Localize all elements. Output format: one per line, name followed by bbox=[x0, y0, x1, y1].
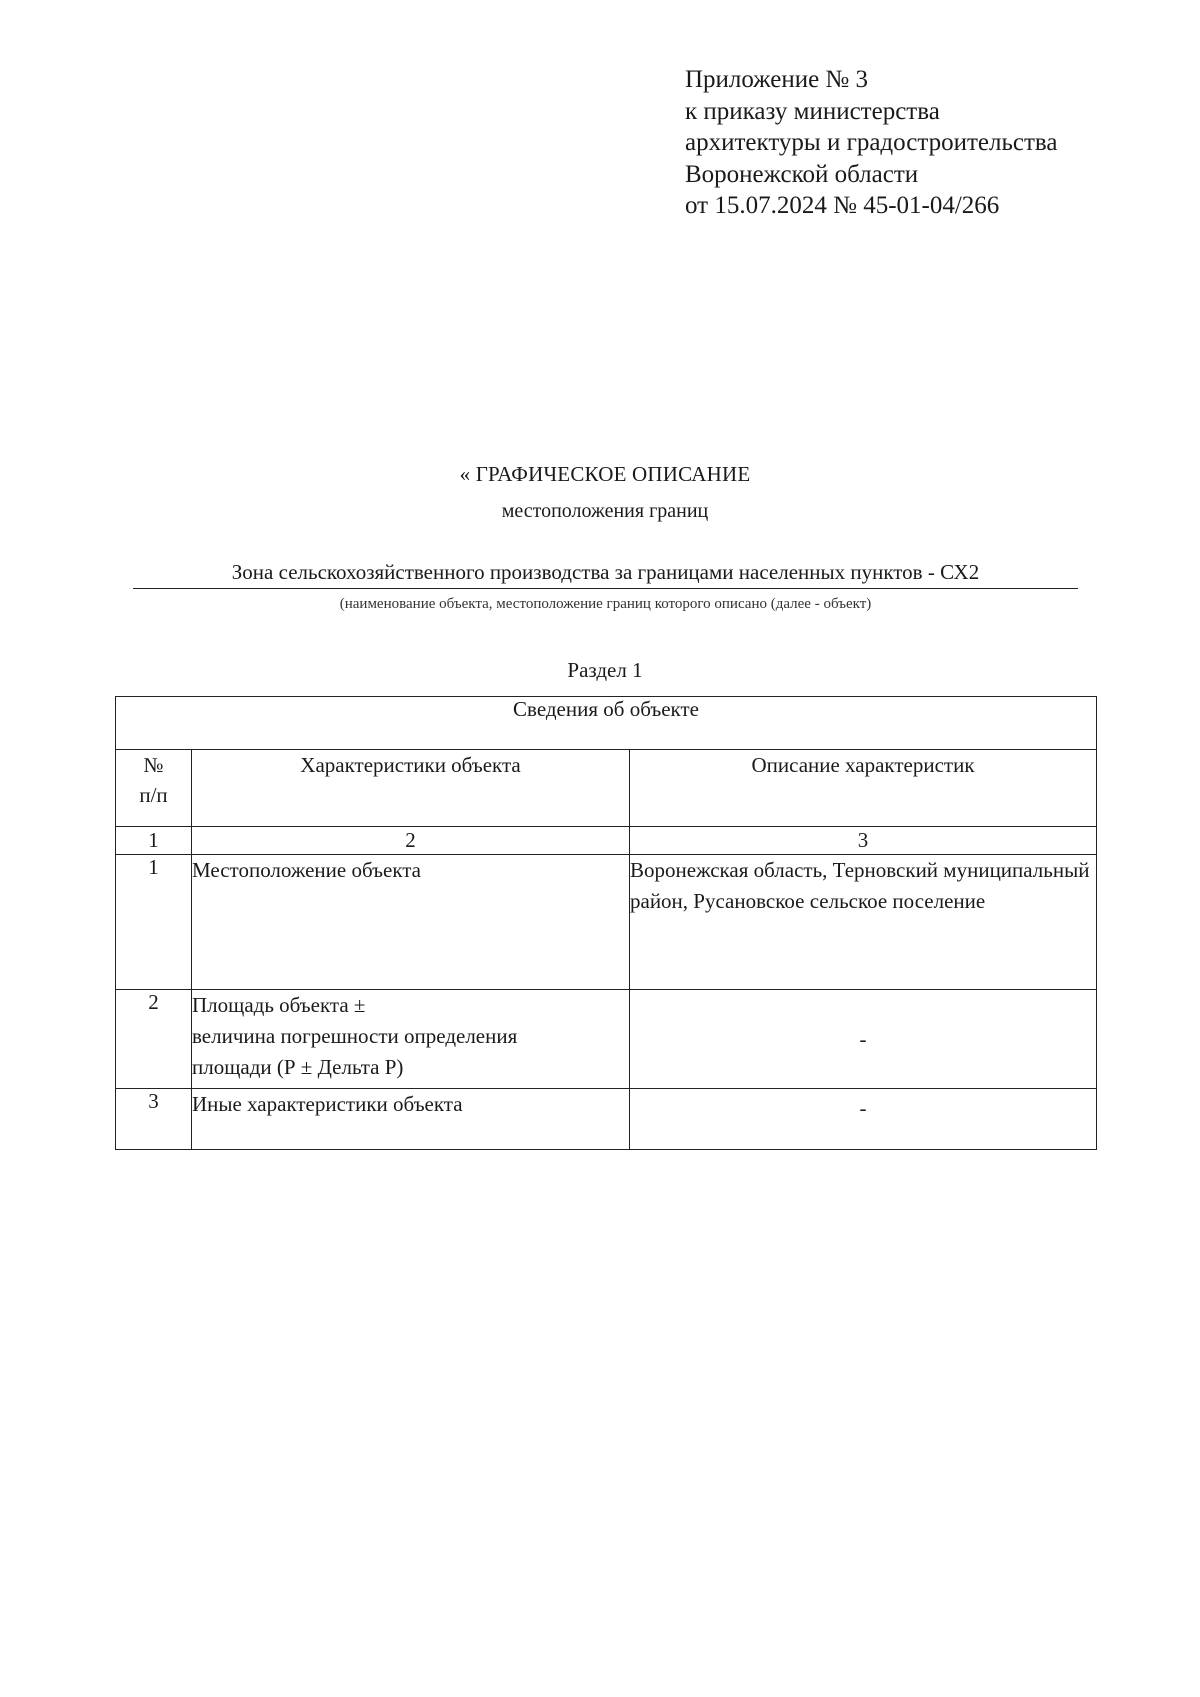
table-row bbox=[116, 855, 1097, 990]
table-caption-row bbox=[116, 697, 1097, 750]
object-name: Зона сельскохозяйственного производства за границами населенных пунктов - СХ2 bbox=[133, 560, 1078, 589]
header-number-line2: п/п bbox=[139, 783, 168, 807]
header-characteristic: Характеристики объекта bbox=[192, 750, 630, 827]
row-characteristic: Местоположение объекта bbox=[192, 855, 630, 990]
row-characteristic bbox=[192, 990, 630, 1089]
section-label: Раздел 1 bbox=[567, 658, 643, 682]
header-description: Описание характеристик bbox=[630, 750, 1097, 827]
row-characteristic: Иные характеристики объекта bbox=[192, 1089, 630, 1150]
document-subtitle: местоположения границ bbox=[501, 500, 709, 522]
appendix-order-date: от 15.07.2024 № 45-01-04/266 bbox=[685, 192, 1000, 219]
table-caption: Сведения об объекте bbox=[116, 697, 1097, 750]
row-description: Воронежская область, Терновский муниципальный район, Русановское сельское поселение bbox=[630, 855, 1097, 990]
row-characteristic-line: площади (Р ± Дельта Р) bbox=[192, 1055, 404, 1079]
object-info-table bbox=[115, 696, 1097, 1150]
column-number: 2 bbox=[192, 827, 630, 855]
appendix-line: архитектуры и градостроительства bbox=[685, 129, 1058, 156]
row-number: 3 bbox=[116, 1089, 192, 1150]
row-number: 2 bbox=[116, 990, 192, 1089]
row-description: - bbox=[630, 990, 1097, 1089]
header-number-line1: № bbox=[143, 753, 164, 777]
column-numbers-row bbox=[116, 827, 1097, 855]
row-characteristic-line: величина погрешности определения bbox=[192, 1024, 518, 1048]
appendix-line: к приказу министерства bbox=[685, 97, 940, 125]
row-description: - bbox=[630, 1089, 1097, 1150]
column-number: 3 bbox=[630, 827, 1097, 855]
appendix-line: Приложение № 3 bbox=[685, 66, 869, 93]
document-title: « ГРАФИЧЕСКОЕ ОПИСАНИЕ bbox=[459, 462, 751, 486]
row-characteristic-line: Площадь объекта ± bbox=[192, 993, 366, 1017]
object-name-hint: (наименование объекта, местоположение границ которого описано (далее - объект) bbox=[339, 596, 872, 612]
appendix-block bbox=[685, 64, 1057, 222]
header-number bbox=[116, 750, 192, 827]
table-row bbox=[116, 990, 1097, 1089]
table-row bbox=[116, 1089, 1097, 1150]
column-number: 1 bbox=[116, 827, 192, 855]
table-header-row bbox=[116, 750, 1097, 827]
row-number: 1 bbox=[116, 855, 192, 990]
appendix-line: Воронежской области bbox=[685, 160, 919, 188]
